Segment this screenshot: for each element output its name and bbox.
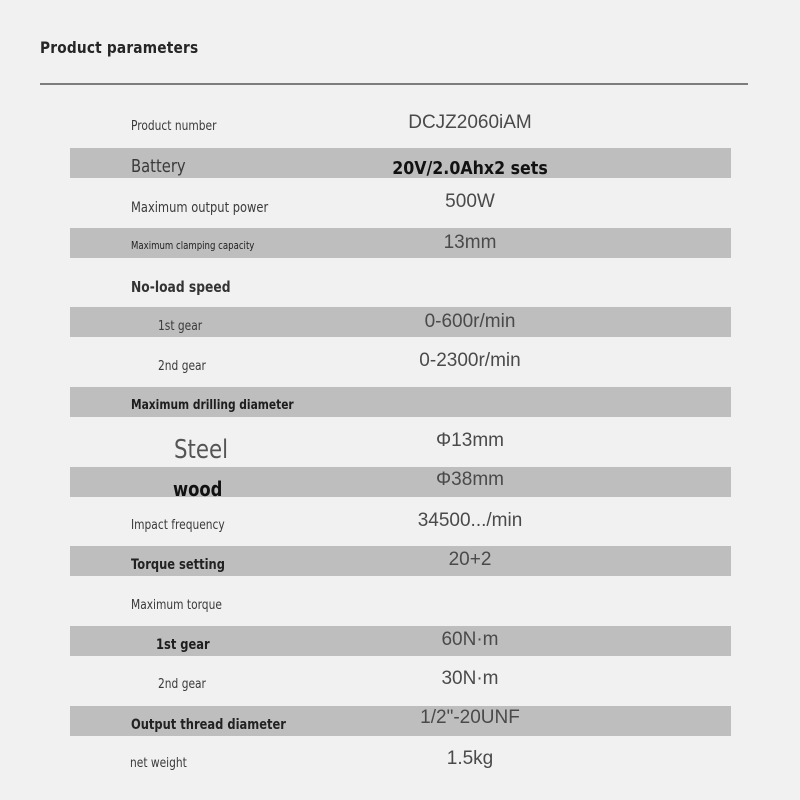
param-value: Φ13mm [436, 430, 504, 451]
param-value: 0-2300r/min [419, 350, 521, 371]
param-label: 1st gear [158, 319, 203, 334]
param-label: No-load speed [131, 278, 231, 296]
param-row-net-weight [70, 745, 731, 775]
param-label: Maximum output power [131, 200, 269, 216]
param-row-battery [70, 148, 731, 178]
param-row-impact-frequency [70, 507, 731, 537]
param-value: 34500.../min [417, 510, 523, 531]
param-value: 60N·m [441, 629, 499, 650]
param-label: Steel [174, 435, 229, 465]
param-label: Maximum clamping capacity [131, 239, 255, 252]
param-value: DCJZ2060iAM [408, 112, 532, 133]
param-label: 2nd gear [158, 359, 206, 374]
param-label: Maximum torque [131, 598, 222, 613]
param-label: Output thread diameter [131, 717, 286, 733]
param-value: 1/2"-20UNF [420, 707, 520, 728]
param-value: 500W [445, 191, 495, 212]
param-label: 2nd gear [158, 677, 206, 692]
param-label: net weight [130, 756, 187, 771]
param-value: 30N·m [441, 668, 499, 689]
param-value: Φ38mm [436, 469, 504, 490]
param-row-wood [70, 467, 731, 501]
param-row-torque-2nd-gear [70, 666, 731, 696]
param-row-max-output-power [70, 188, 731, 218]
param-label: Product number [131, 119, 217, 134]
param-value: 20V/2.0Ahx2 sets [392, 158, 548, 179]
param-label: Battery [131, 156, 186, 177]
param-row-torque-setting [70, 546, 731, 576]
param-value: 20+2 [448, 549, 492, 570]
param-row-product-number [70, 108, 731, 138]
param-label: wood [173, 477, 223, 501]
param-label: Torque setting [131, 557, 225, 573]
param-label: Impact frequency [131, 518, 225, 533]
param-row-output-thread-diameter [70, 706, 731, 736]
page-title: Product parameters [40, 38, 199, 57]
param-value: 0-600r/min [424, 311, 516, 332]
param-row-max-drilling-diameter [70, 387, 731, 417]
param-label: Maximum drilling diameter [131, 398, 294, 413]
param-row-no-load-speed [70, 268, 731, 298]
param-value: 1.5kg [446, 748, 494, 769]
param-row-max-clamping-capacity [70, 228, 731, 258]
param-row-max-torque [70, 586, 731, 616]
title-divider [40, 83, 748, 85]
param-label: 1st gear [156, 637, 210, 653]
param-row-steel [70, 427, 731, 465]
param-row-torque-1st-gear [70, 626, 731, 656]
param-row-speed-1st-gear [70, 307, 731, 337]
param-value: 13mm [443, 232, 497, 253]
param-row-speed-2nd-gear [70, 347, 731, 377]
